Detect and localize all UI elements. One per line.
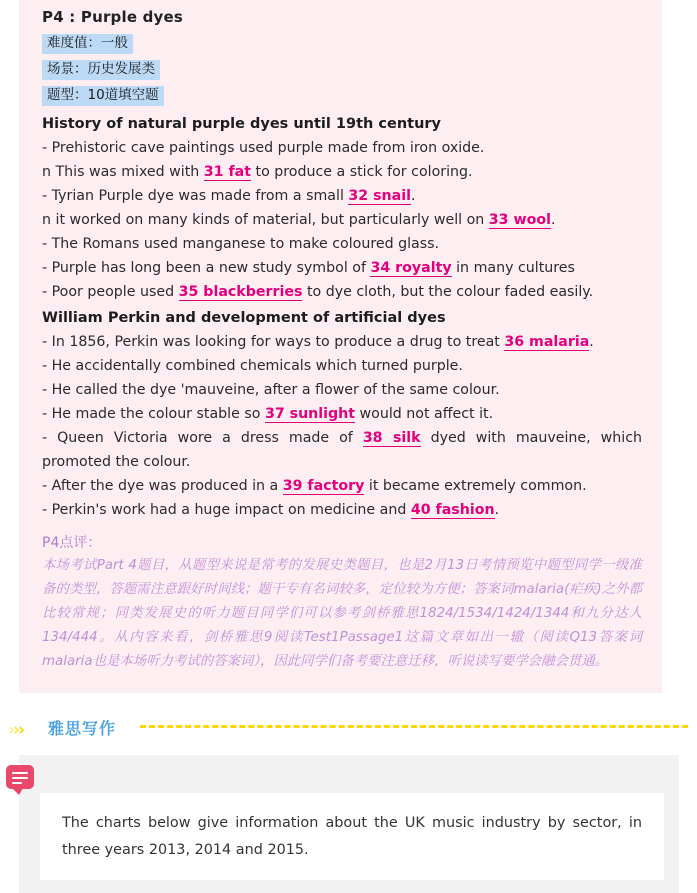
note-text-pre: - Perkin's work had a huge impact on medicine and xyxy=(42,502,411,518)
answer-34: 34 royalty xyxy=(370,260,452,276)
answer-31: 31 fat xyxy=(203,164,251,180)
note-text-post: . xyxy=(410,188,416,204)
note-text-post: it became extremely common. xyxy=(364,478,587,494)
note-text-pre: - He called the dye 'mauveine, after a flower of the same colour. xyxy=(42,382,500,398)
dashed-rule xyxy=(140,725,688,728)
note-text-pre: - After the dye was produced in a xyxy=(42,478,283,494)
chevron-right-icon: ››› xyxy=(8,720,24,740)
note-line xyxy=(42,330,642,354)
answer-37: 37 sunlight xyxy=(264,406,356,422)
writing-task-text: The charts below give information about the UK music industry by sector, in three years 2013, 2014 and 2015. xyxy=(62,815,642,858)
note-text-pre: - The Romans used manganese to make coloured glass. xyxy=(42,236,440,252)
note-line xyxy=(42,354,642,378)
note-text-pre: - Poor people used xyxy=(42,284,179,300)
note-text-post: . xyxy=(550,212,556,228)
note-text-post: . xyxy=(589,334,594,350)
answer-32: 32 snail xyxy=(348,188,411,204)
note-text-post: to produce a stick for coloring. xyxy=(251,164,473,180)
comment-body: 本场考试Part 4题目，从题型来说是常考的发展史类题目，也是2月13日考情预览中题型同学一级准备的类型，答题需注意跟好时间线；题干专有名词较多，定位较为方便；答案词malaria(疟疾)之外都比较常规；同类发展史的听力题目同学们可以参考剑桥雅思1824/1534/1424/1344和九分达人134/444。从内容来看，剑桥雅思9阅读Test1Passage1这篇文章如出一辙（阅读Q13答案词malaria也是本场听力考试的答案词），因此同学们备考要注意迁移，听说读写要学会融会贯通。 xyxy=(42,558,642,669)
meta-difficulty: 难度值：一般 xyxy=(42,34,133,54)
speech-bubble-icon xyxy=(6,765,34,789)
note-line xyxy=(42,136,642,160)
meta-question-type: 题型：10道填空题 xyxy=(42,86,164,106)
section-heading-2: William Perkin and development of artificial dyes xyxy=(42,310,446,326)
meta-scene: 场景：历史发展类 xyxy=(42,60,160,80)
note-text-post: in many cultures xyxy=(451,260,575,276)
section-divider xyxy=(0,706,697,750)
answer-35: 35 blackberries xyxy=(178,284,303,300)
answer-40: 40 fashion xyxy=(410,502,495,518)
note-line xyxy=(42,232,642,256)
answer-36: 36 malaria xyxy=(504,334,590,350)
speech-bubble-lines xyxy=(12,772,28,787)
note-text-post: . xyxy=(494,502,500,518)
note-text-post: to dye cloth, but the colour faded easily. xyxy=(302,284,594,300)
note-text-pre: - Purple has long been a new study symbol of xyxy=(42,260,371,276)
section-label-writing: 雅思写作 xyxy=(48,719,117,738)
note-text-pre: - Prehistoric cave paintings used purple made from iron oxide. xyxy=(42,140,485,156)
passage-panel xyxy=(19,0,662,693)
passage-meta-list xyxy=(39,32,642,110)
note-line xyxy=(42,208,642,232)
note-line xyxy=(42,378,642,402)
answer-33: 33 wool xyxy=(488,212,551,228)
passage-title: P4 : Purple dyes xyxy=(42,8,184,26)
note-text-pre: - Queen Victoria wore a dress made of xyxy=(42,430,363,446)
note-line xyxy=(42,160,642,184)
note-text-pre: n This was mixed with xyxy=(42,164,204,180)
note-text-pre: n it worked on many kinds of material, but particularly well on xyxy=(42,212,489,228)
note-line xyxy=(42,426,642,474)
note-line xyxy=(42,498,642,522)
note-text-pre: - He accidentally combined chemicals which turned purple. xyxy=(42,358,463,374)
comment-title: P4点评： xyxy=(42,535,102,551)
note-line xyxy=(42,184,642,208)
note-text-pre: - Tyrian Purple dye was made from a small xyxy=(42,188,349,204)
note-text-post: would not affect it. xyxy=(355,406,494,422)
note-line xyxy=(42,474,642,498)
writing-task-card xyxy=(40,793,664,880)
section-heading-1: History of natural purple dyes until 19th century xyxy=(42,116,441,132)
answer-39: 39 factory xyxy=(282,478,365,494)
note-line xyxy=(42,256,642,280)
note-text-pre: - He made the colour stable so xyxy=(42,406,265,422)
note-text-post: dyed with mauveine, which promoted the colour. xyxy=(42,430,642,470)
note-line xyxy=(42,402,642,426)
note-line xyxy=(42,280,642,304)
answer-38: 38 silk xyxy=(362,430,421,446)
note-text-pre: - In 1856, Perkin was looking for ways to produce a drug to treat xyxy=(42,334,505,350)
